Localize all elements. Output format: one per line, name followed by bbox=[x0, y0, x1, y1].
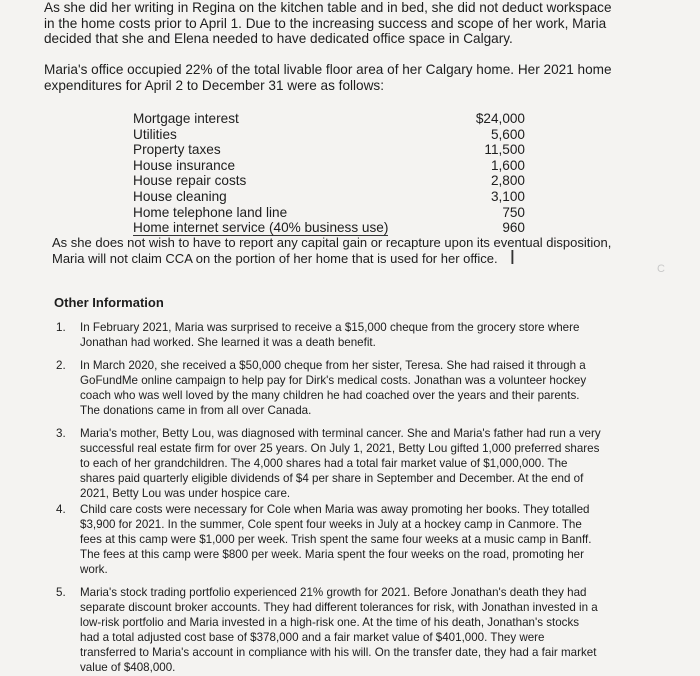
expense-label: Home telephone land line bbox=[133, 204, 288, 220]
expense-amount: 3,100 bbox=[490, 188, 525, 204]
expense-row bbox=[133, 173, 525, 189]
expense-amount: 750 bbox=[502, 204, 525, 220]
list-item bbox=[56, 320, 601, 350]
expense-label: Property taxes bbox=[133, 142, 221, 158]
expense-label: Utilities bbox=[133, 126, 177, 142]
expense-row bbox=[133, 127, 525, 143]
item-text: Maria's stock trading portfolio experienced 21% growth for 2021. Before Jonathan's death they had separate discount broker accounts. They had different tolerances for risk, with Jonathan invested in a low-risk portfolio and Maria invested in a high-risk one. At the time of his death, Jonathan's stocks had a total adjusted cost base of $378,000 and a fair market value of $401,000. They were transferred to Maria's account in compliance with his will. On the transfer date, they had a fair market value of $408,000. bbox=[80, 586, 598, 675]
item-number: 2. bbox=[56, 359, 66, 372]
expense-row bbox=[133, 220, 525, 236]
expense-row bbox=[133, 142, 525, 158]
expense-amount: $24,000 bbox=[475, 111, 525, 126]
expense-label: House insurance bbox=[133, 157, 236, 173]
item-text: Child care costs were necessary for Cole when Maria was away promoting her books. They totalled $3,900 for 2021. In the summer, Cole spent four weeks in July at a hockey camp in Canmore. The fees at this camp were $1,000 per week. Trish spent the same four weeks at a music camp in Banff. The fees at this camp were $800 per week. Maria spent the four weeks on the road, promoting her work. bbox=[80, 503, 592, 577]
expense-amount: 1,600 bbox=[490, 157, 525, 173]
intro-paragraph: As she did her writing in Regina on the kitchen table and in bed, she did not deduct workspace in the home costs prior to April 1. Due to the increasing success and scope of her work, Maria decided that she and Elena needed to have dedicated office space in Calgary. bbox=[44, 0, 612, 46]
expense-label: House cleaning bbox=[133, 188, 227, 204]
expense-amount: 2,800 bbox=[490, 173, 525, 189]
list-item bbox=[56, 585, 601, 676]
expense-row bbox=[133, 189, 525, 205]
item-number: 4. bbox=[56, 503, 66, 516]
item-text: In February 2021, Maria was surprised to receive a $15,000 cheque from the grocery store where Jonathan had worked. She learned it was a death benefit. bbox=[80, 321, 580, 350]
expense-row bbox=[133, 111, 525, 127]
item-number: 1. bbox=[56, 321, 66, 334]
list-item bbox=[56, 358, 601, 418]
expense-label: Home internet service (40% business use) bbox=[133, 220, 389, 236]
expense-amount: 11,500 bbox=[484, 142, 525, 158]
expense-list bbox=[133, 111, 525, 236]
text-cursor-icon: I bbox=[509, 246, 516, 269]
office-paragraph: Maria's office occupied 22% of the total livable floor area of her Calgary home. Her 2021 home expenditures for April 2 to December 31 were as follows: bbox=[44, 62, 612, 93]
list-item bbox=[56, 426, 601, 501]
other-information-heading: Other Information bbox=[54, 295, 164, 310]
expense-label: House repair costs bbox=[133, 173, 247, 189]
capital-gain-text: As she does not wish to have to report any capital gain or recapture upon its eventual disposition, Maria will not claim CCA on the portion of her home that is used for her office. bbox=[52, 235, 612, 266]
expense-amount: 5,600 bbox=[490, 126, 525, 142]
expense-amount: 960 bbox=[502, 220, 525, 236]
capital-gain-paragraph bbox=[52, 235, 617, 269]
item-text: Maria's mother, Betty Lou, was diagnosed with terminal cancer. She and Maria's father had run a very successful real estate firm for over 25 years. On July 1, 2021, Betty Lou gifted 1,000 preferred shares to each of her grandchildren. The 4,000 shares had a total fair market value of $1,000,000. The shares paid quarterly eligible dividends of $4 per share in September and December. At the end of 2021, Betty Lou was under hospice care. bbox=[80, 427, 601, 501]
item-number: 5. bbox=[56, 586, 66, 599]
expense-row bbox=[133, 158, 525, 174]
item-number: 3. bbox=[56, 427, 66, 440]
expense-label: Mortgage interest bbox=[133, 111, 239, 126]
item-text: In March 2020, she received a $50,000 cheque from her sister, Teresa. She had raised it through a GoFundMe online campaign to help pay for Dirk's medical costs. Jonathan was a volunteer hockey coach who was well loved by the many children he had coached over the years and their parents. The donations came in from all over Canada. bbox=[80, 359, 587, 418]
expense-row bbox=[133, 205, 525, 221]
list-item bbox=[56, 502, 601, 577]
margin-mark: C bbox=[657, 263, 665, 275]
